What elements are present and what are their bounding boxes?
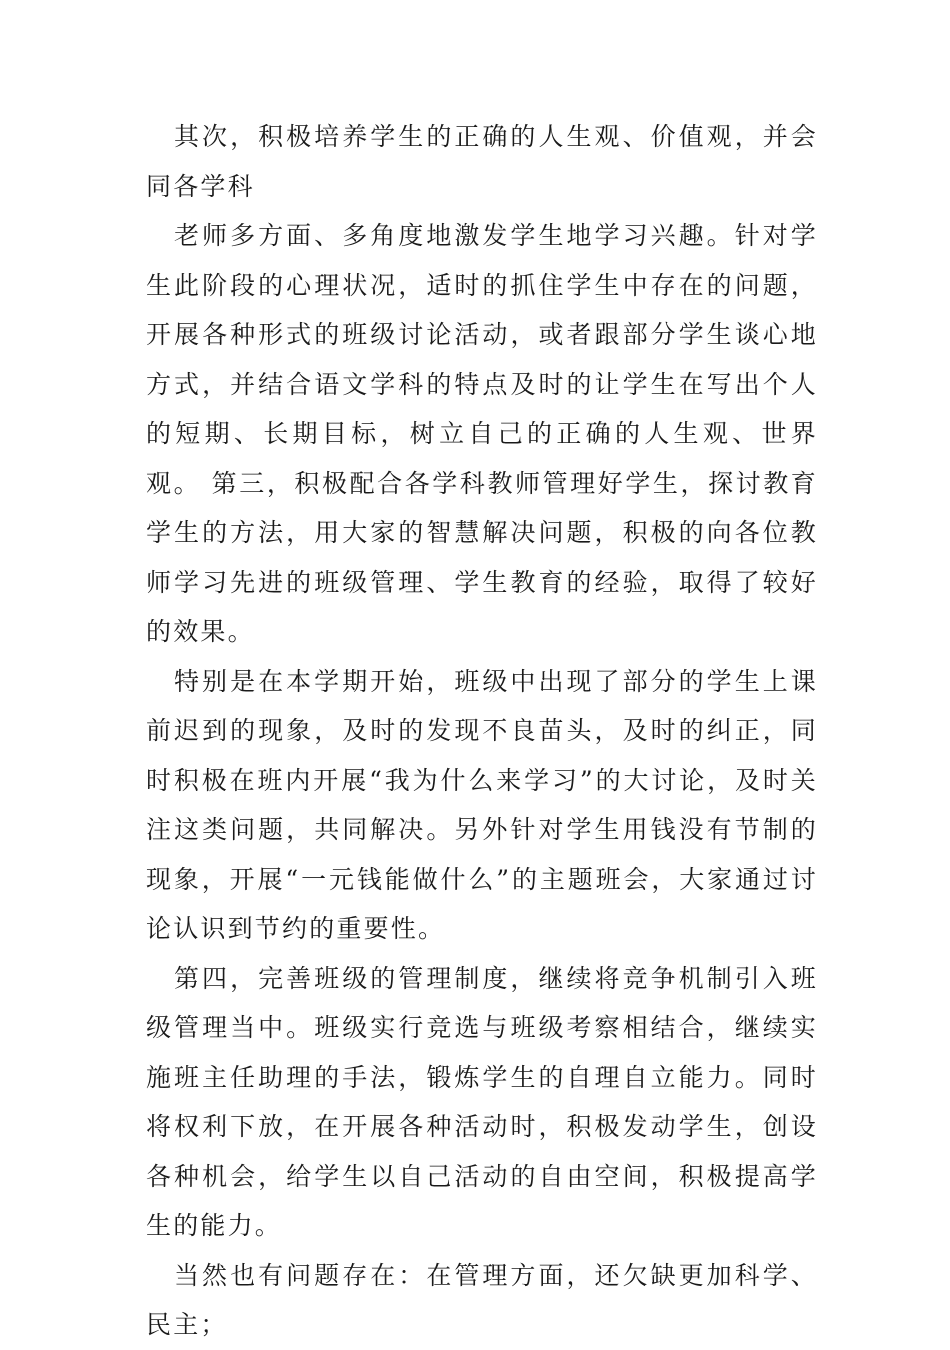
paragraph-5: 当然也有问题存在：在管理方面，还欠缺更加科学、民主；	[146, 1260, 818, 1339]
paragraph-1: 其次，积极培养学生的正确的人生观、价值观，并会同各学科	[146, 122, 818, 201]
paragraph-2: 老师多方面、多角度地激发学生地学习兴趣。针对学生此阶段的心理状况，适时的抓住学生中存在的问题，开展各种形式的班级讨论活动，或者跟部分学生谈心地方式，并结合语文学科的特点及时的让学生在写出个人的短期、长期目标，树立自己的正确的人生观、世界观。 第三，积极配合各学科教师管理好学生，探讨教育学生的方法，用大家的智慧解决问题，积极的向各位教师学习先进的班级管理、学生教育的经验，取得了较好的效果。	[146, 221, 818, 646]
paragraph-3: 特别是在本学期开始，班级中出现了部分的学生上课前迟到的现象，及时的发现不良苗头，及时的纠正，同时积极在班内开展“我为什么来学习”的大讨论，及时关注这类问题，共同解决。另外针对学生用钱没有节制的现象，开展“一元钱能做什么”的主题班会，大家通过讨论认识到节约的重要性。	[146, 666, 818, 943]
document-body	[146, 112, 818, 1350]
paragraph-4: 第四，完善班级的管理制度，继续将竞争机制引入班级管理当中。班级实行竞选与班级考察相结合，继续实施班主任助理的手法，锻炼学生的自理自立能力。同时将权利下放，在开展各种活动时，积极发动学生，创设各种机会，给学生以自己活动的自由空间，积极提高学生的能力。	[146, 963, 818, 1240]
